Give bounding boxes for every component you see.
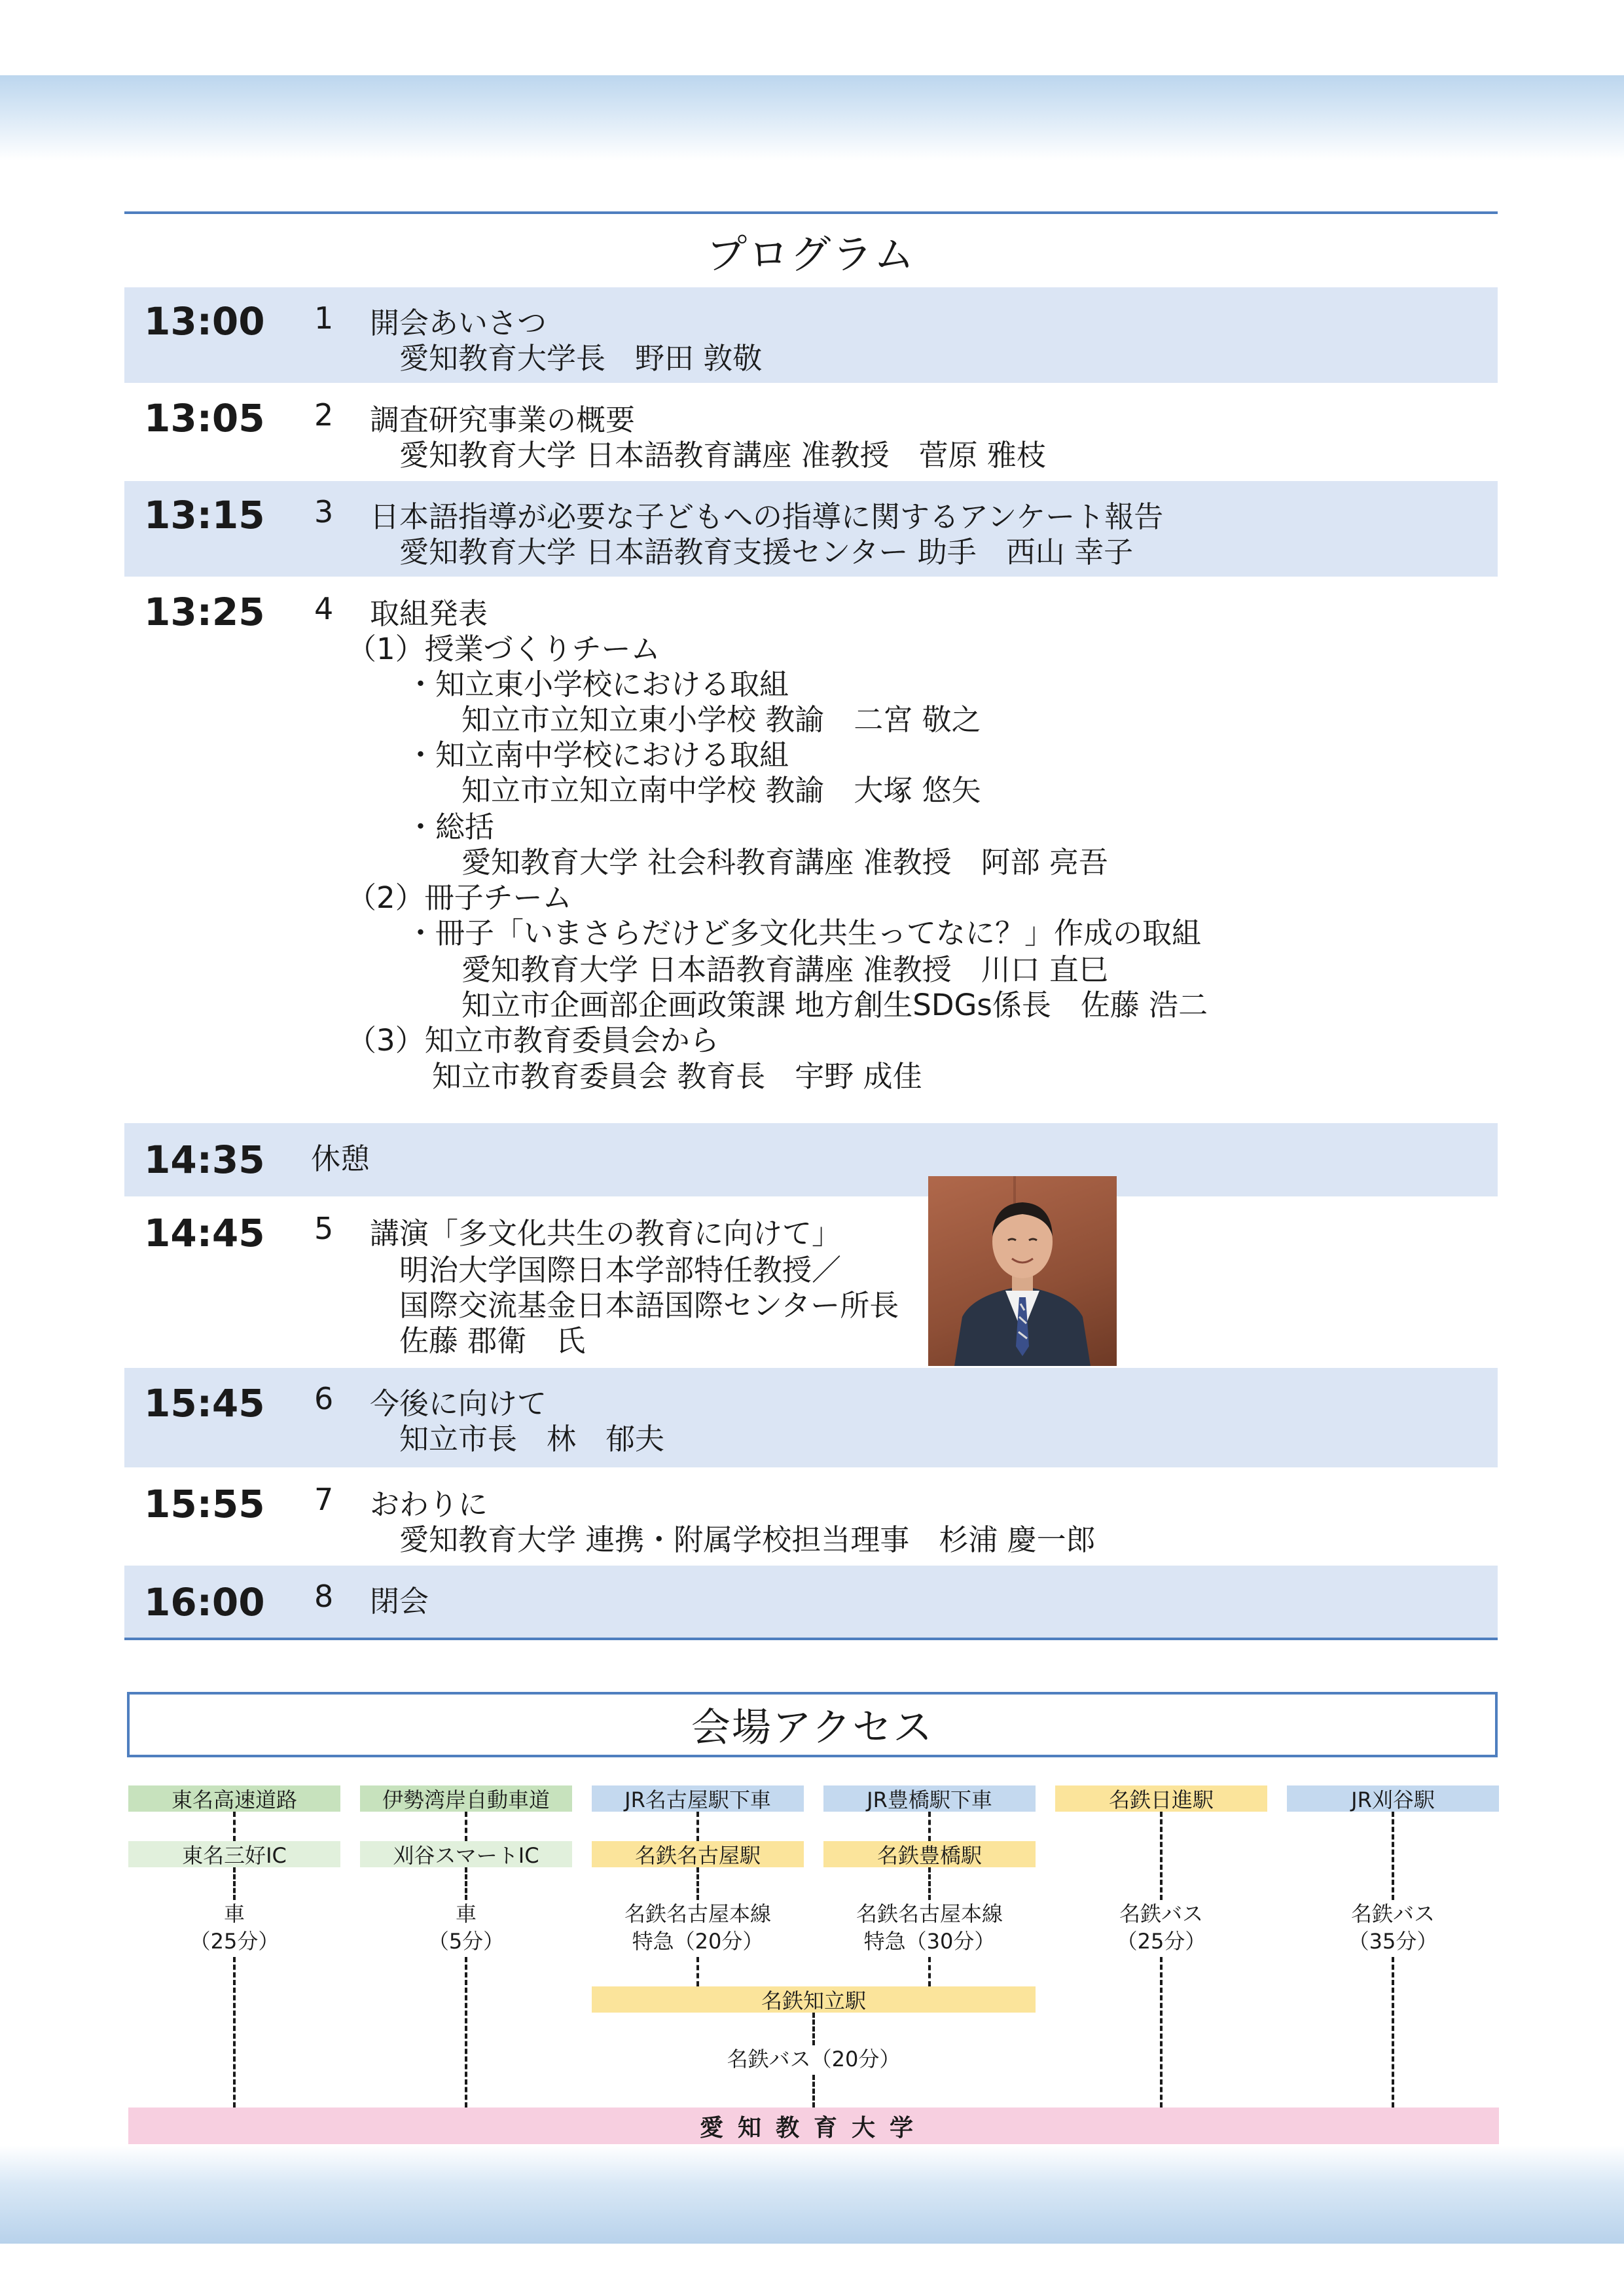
row-heading: 調査研究事業の概要: [370, 403, 636, 437]
route-connector: [465, 1812, 467, 1841]
route-connector: [1160, 1957, 1163, 2108]
row-heading: 講演「多文化共生の教育に向けて」: [370, 1216, 842, 1251]
item-speaker: 知立市教育委員会 教育長 宇野 成佳: [432, 1059, 922, 1094]
row-heading: おわりに: [370, 1487, 488, 1522]
row-heading: 休憩: [311, 1141, 370, 1176]
route-via: 名鉄名古屋駅: [592, 1841, 804, 1867]
mode-duration: 特急（20分）: [632, 1929, 764, 1954]
route-mode: [823, 1900, 1036, 1955]
route-start: JR名古屋駅下車: [592, 1785, 804, 1812]
row-speaker: 愛知教育大学 日本語教育支援センター 助手 西山 幸子: [399, 535, 1134, 569]
row-heading: 取組発表: [370, 596, 488, 631]
program-row-4: [124, 578, 1498, 1121]
row-number: 7: [314, 1482, 334, 1517]
route-connector: [696, 1867, 699, 1900]
route-connector: [928, 1867, 931, 1900]
mode-label: 名鉄名古屋本線: [856, 1901, 1003, 1926]
route-connector: [928, 1812, 931, 1841]
row-speaker: 佐藤 郡衛 氏: [399, 1323, 586, 1358]
item-speaker: 知立市立知立東小学校 教諭 二宮 敬之: [461, 702, 981, 737]
program-row-break: [124, 1123, 1498, 1196]
route-connector: [1392, 1812, 1394, 1900]
item-bullet: ・冊子「いまさらだけど多文化共生ってなに？」作成の取組: [406, 916, 1202, 950]
mode-duration: （25分）: [1116, 1929, 1206, 1954]
row-time: 13:00: [144, 299, 265, 344]
row-time: 15:55: [144, 1482, 265, 1526]
program-row-7: [124, 1469, 1498, 1564]
route-connector: [1392, 1957, 1394, 2108]
row-time: 16:00: [144, 1580, 265, 1624]
row-number: 4: [314, 591, 334, 626]
route-connector: [928, 1957, 931, 1986]
top-decor-band: [0, 75, 1624, 160]
row-time: 13:05: [144, 396, 265, 440]
item-speaker: 知立市企画部企画政策課 地方創生SDGs係長 佐藤 浩二: [461, 988, 1208, 1022]
route-connector: [696, 1812, 699, 1841]
transfer-mode: 名鉄バス（20分）: [727, 2047, 901, 2072]
route-connector: [233, 1957, 236, 2108]
row-number: 6: [314, 1381, 334, 1416]
mode-duration: 特急（30分）: [863, 1929, 996, 1954]
mode-label: 車: [455, 1901, 477, 1926]
row-time: 15:45: [144, 1381, 265, 1426]
mode-label: 名鉄名古屋本線: [624, 1901, 771, 1926]
row-speaker: 愛知教育大学 日本語教育講座 准教授 菅原 雅枝: [399, 438, 1046, 473]
destination-university: 愛知教育大学: [128, 2108, 1499, 2144]
bottom-decor-band: [0, 2145, 1624, 2244]
program-row-1: [124, 287, 1498, 383]
program-row-6: [124, 1368, 1498, 1467]
row-heading: 今後に向けて: [370, 1386, 547, 1421]
row-time: 13:25: [144, 590, 265, 634]
sub-team-1: （1）授業づくりチーム: [347, 632, 660, 666]
mode-duration: （25分）: [189, 1929, 280, 1954]
route-via: 東名三好IC: [128, 1841, 340, 1867]
program-row-5: [124, 1198, 1498, 1367]
route-via: 刈谷スマートIC: [360, 1841, 572, 1867]
route-connector: [696, 1957, 699, 1986]
mode-label: 車: [223, 1901, 245, 1926]
row-number: 5: [314, 1211, 334, 1246]
row-number: 3: [314, 494, 334, 529]
transfer-station: 名鉄知立駅: [592, 1986, 1036, 2013]
row-time: 14:35: [144, 1138, 265, 1182]
row-time: 13:15: [144, 493, 265, 537]
program-title: プログラム: [124, 211, 1498, 290]
route-connector: [233, 1867, 236, 1900]
item-speaker: 愛知教育大学 社会科教育講座 准教授 阿部 亮吾: [461, 845, 1108, 880]
mode-label: 名鉄バス: [1119, 1901, 1203, 1926]
row-heading: 開会あいさつ: [370, 306, 547, 340]
route-connector: [233, 1812, 236, 1841]
route-start: JR刈谷駅: [1287, 1785, 1499, 1812]
route-connector: [465, 1957, 467, 2108]
row-speaker: 愛知教育大学長 野田 敦敬: [399, 341, 763, 376]
program-bottom-rule: [124, 1638, 1498, 1640]
sub-team-3: （3）知立市教育委員会から: [347, 1023, 719, 1058]
route-start: 名鉄日進駅: [1055, 1785, 1267, 1812]
route-start: 伊勢湾岸自動車道: [360, 1785, 572, 1812]
row-speaker: 愛知教育大学 連携・附属学校担当理事 杉浦 慶一郎: [399, 1522, 1096, 1557]
sub-team-2: （2）冊子チーム: [347, 880, 572, 915]
route-connector: [812, 2075, 815, 2108]
row-time: 14:45: [144, 1211, 265, 1255]
route-mode: [592, 1900, 804, 1955]
row-heading: 日本語指導が必要な子どもへの指導に関するアンケート報告: [370, 499, 1164, 534]
program-row-8: [124, 1566, 1498, 1638]
route-connector: [1160, 1812, 1163, 1900]
route-connector: [812, 2013, 815, 2045]
route-via: 名鉄豊橋駅: [823, 1841, 1036, 1867]
row-heading: 閉会: [370, 1584, 429, 1619]
row-number: 8: [314, 1579, 334, 1614]
program-row-2: [124, 384, 1498, 480]
row-speaker: 国際交流基金日本語国際センター所長: [399, 1288, 899, 1323]
row-number: 2: [314, 397, 334, 433]
route-connector: [465, 1867, 467, 1900]
mode-duration: （5分）: [427, 1929, 505, 1954]
route-start: JR豊橋駅下車: [823, 1785, 1036, 1812]
item-speaker: 知立市立知立南中学校 教諭 大塚 悠矢: [461, 773, 981, 808]
item-bullet: ・知立南中学校における取組: [406, 738, 789, 772]
row-speaker: 知立市長 林 郁夫: [399, 1422, 665, 1456]
item-speaker: 愛知教育大学 日本語教育講座 准教授 川口 直巳: [461, 952, 1108, 987]
row-speaker: 明治大学国際日本学部特任教授／: [399, 1253, 842, 1287]
route-mode: [360, 1900, 572, 1955]
program-row-3: [124, 481, 1498, 577]
access-title: 会場アクセス: [127, 1692, 1498, 1757]
item-bullet: ・総括: [406, 810, 495, 844]
row-number: 1: [314, 300, 334, 336]
item-bullet: ・知立東小学校における取組: [406, 667, 789, 702]
route-mode: [1287, 1900, 1499, 1955]
route-start: 東名高速道路: [128, 1785, 340, 1812]
route-mode: [128, 1900, 340, 1955]
route-mode: [1055, 1900, 1267, 1955]
mode-duration: （35分）: [1348, 1929, 1438, 1954]
mode-label: 名鉄バス: [1350, 1901, 1435, 1926]
speaker-photo: [928, 1176, 1117, 1366]
